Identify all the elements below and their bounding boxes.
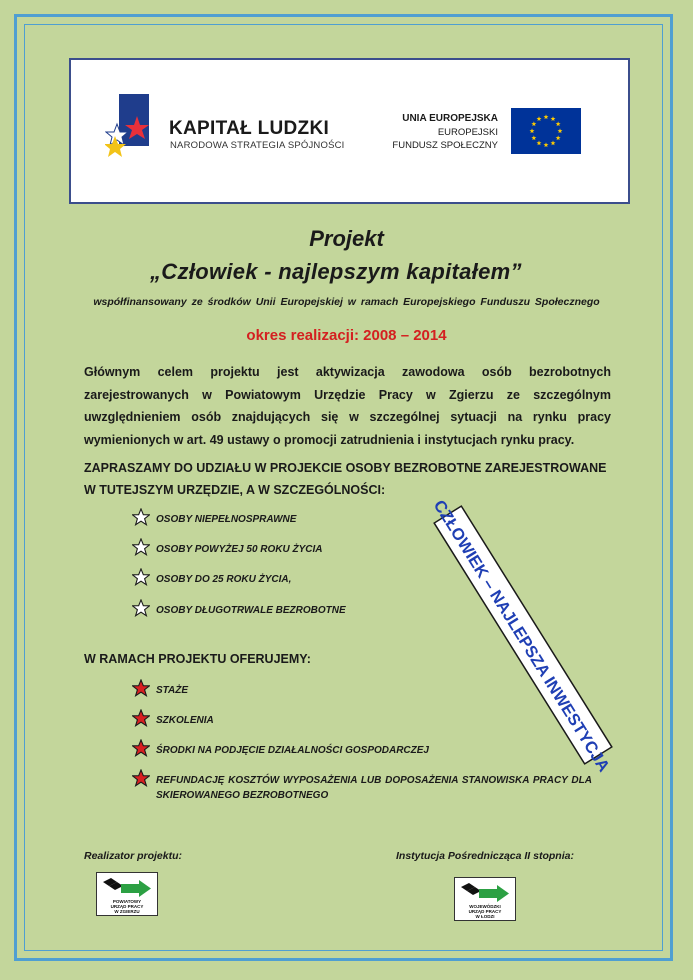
pup-zgierz-logo [96, 872, 158, 916]
target-group-item [132, 603, 346, 618]
wup-logo-line: W ŁODZI [475, 914, 495, 919]
offer-item [132, 773, 592, 803]
kapital-ludzki-subtitle: NARODOWA STRATEGIA SPÓJNOŚCI [170, 140, 345, 151]
red-star-icon [132, 709, 150, 727]
pup-logo-line: POWIATOWY [112, 899, 142, 904]
project-label: Projekt [309, 226, 384, 251]
eu-title: UNIA EUROPEJSKA [402, 113, 498, 124]
offer-heading: W RAMACH PROJEKTU OFERUJEMY: [84, 652, 311, 666]
eu-line-1: EUROPEJSKI [437, 127, 498, 138]
red-star-icon [132, 739, 150, 757]
target-group-label: OSOBY DŁUGOTRWALE BEZROBOTNE [156, 605, 346, 616]
offer-item [132, 713, 214, 728]
realizator-label: Realizator projektu: [84, 850, 183, 862]
kapital-ludzki-logo-icon [105, 94, 167, 160]
pup-arrows-icon [101, 876, 153, 898]
wup-arrows-icon [459, 881, 511, 903]
eu-line-2: FUNDUSZ SPOŁECZNY [392, 140, 498, 151]
wup-logo-line: URZĄD PRACY [468, 909, 502, 914]
target-group-label: OSOBY DO 25 ROKU ŻYCIA, [156, 574, 292, 585]
offer-label: STAŻE [156, 685, 189, 696]
offer-label: REFUNDACJĘ KOSZTÓW WYPOSAŻENIA LUB DOPOSAŻENIA STANOWISKA PRACY DLA SKIEROWANEGO BEZROBOTNEGO [156, 775, 592, 801]
pup-logo-line: W ZGIERZU [114, 909, 140, 914]
target-group-label: OSOBY POWYŻEJ 50 ROKU ŻYCIA [156, 544, 323, 555]
slogan-banner-text: CZŁOWIEK – NAJLEPSZA INWESTYCJA [429, 497, 613, 775]
slogan-banner [395, 495, 645, 775]
pup-logo-line: URZĄD PRACY [110, 904, 144, 909]
white-star-icon [132, 508, 150, 526]
implementation-period: okres realizacji: 2008 – 2014 [246, 327, 447, 344]
red-star-icon [132, 679, 150, 697]
white-star-icon [132, 568, 150, 586]
institution-label: Instytucja Pośrednicząca II stopnia: [396, 850, 574, 862]
project-name: „Człowiek - najlepszym kapitałem” [150, 259, 522, 284]
kapital-ludzki-title: KAPITAŁ LUDZKI [169, 118, 330, 139]
offer-item [132, 743, 429, 758]
cofinanced-note: współfinansowany ze środków Unii Europejskiej w ramach Europejskiego Funduszu Społecznego [93, 296, 600, 308]
eu-flag-icon [511, 108, 581, 154]
offer-label: ŚRODKI NA PODJĘCIE DZIAŁALNOŚCI GOSPODARCZEJ [156, 745, 429, 756]
target-group-item [132, 542, 323, 557]
wup-logo-line: WOJEWÓDZKI [469, 904, 501, 909]
white-star-icon [132, 538, 150, 556]
target-group-label: OSOBY NIEPEŁNOSPRAWNE [156, 514, 297, 525]
offer-item [132, 683, 188, 698]
logo-header-box [69, 58, 630, 204]
invitation-text: ZAPRASZAMY DO UDZIAŁU W PROJEKCIE OSOBY BEZROBOTNE ZAREJESTROWANE W TUTEJSZYM URZĘDZIE, A W SZCZEGÓLNOŚCI: [84, 461, 607, 497]
wup-lodz-logo [454, 877, 516, 921]
project-goal-paragraph: Głównym celem projektu jest aktywizacja zawodowa osób bezrobotnych zarejestrowanych w Powiatowym Urzędzie Pracy w Zgierzu ze szczególnym uwzględnieniem osób znajdujących się w szczególnej sytuacji na rynku pracy wymienionych w art. 49 ustawy o promocji zatrudnienia i instytucjach rynku pracy. [84, 365, 611, 447]
offer-label: SZKOLENIA [156, 715, 214, 726]
red-star-icon [132, 769, 150, 787]
target-group-item [132, 512, 296, 527]
white-star-icon [132, 599, 150, 617]
target-group-item [132, 572, 291, 587]
